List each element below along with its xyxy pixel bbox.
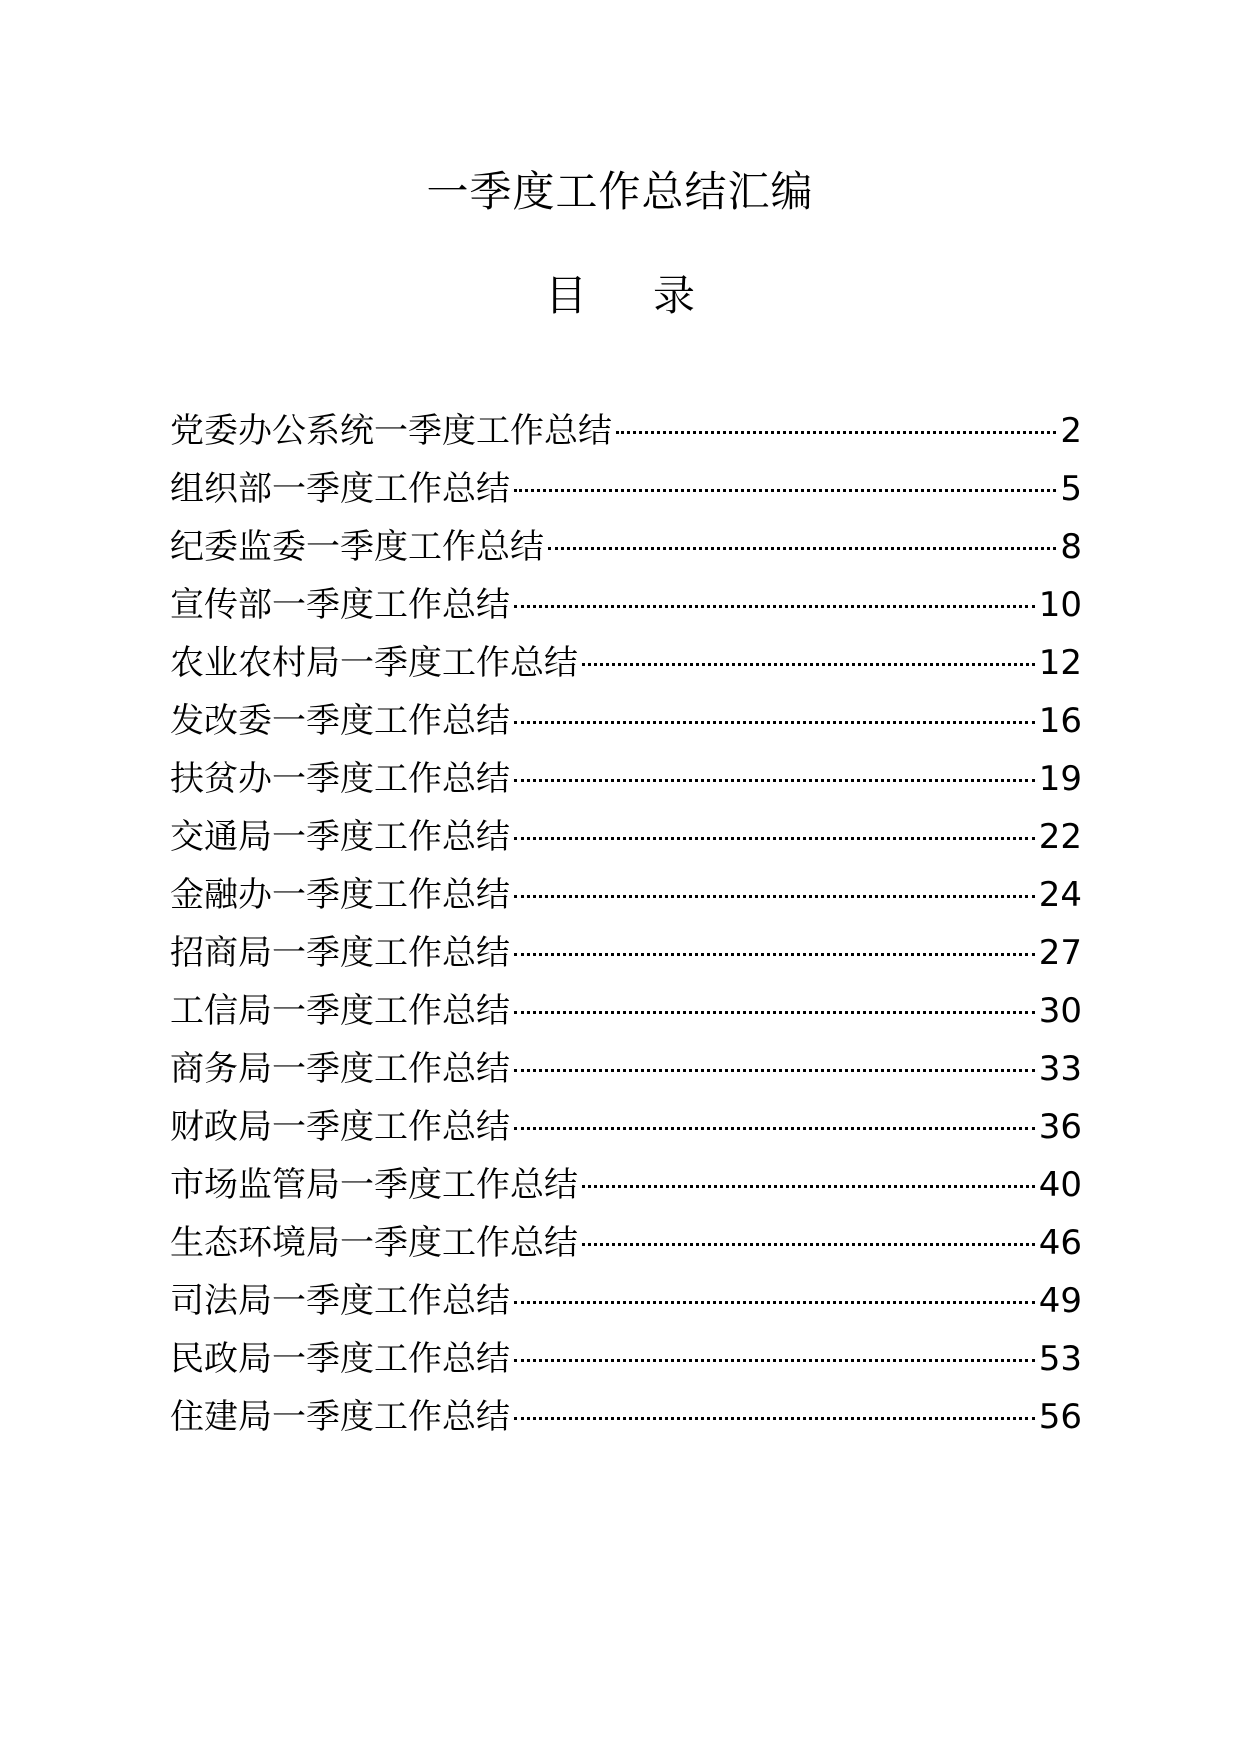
toc-entry-title: 生态环境局一季度工作总结 [170, 1223, 578, 1263]
toc-entry[interactable] [170, 862, 1082, 920]
toc-entry[interactable] [170, 630, 1082, 688]
toc-entry-page: 2 [1060, 411, 1082, 451]
toc-entry[interactable] [170, 978, 1082, 1036]
toc-entry-title: 农业农村局一季度工作总结 [170, 643, 578, 683]
toc-entry-title: 司法局一季度工作总结 [170, 1281, 510, 1321]
toc-entry[interactable] [170, 746, 1082, 804]
dot-leader [514, 1326, 1035, 1370]
toc-entry[interactable] [170, 572, 1082, 630]
toc-heading-char-1: 目 [544, 271, 587, 320]
dot-leader [514, 920, 1035, 964]
dot-leader [582, 1210, 1035, 1254]
dot-leader [582, 1152, 1035, 1196]
toc-entry[interactable] [170, 398, 1082, 456]
toc-entry[interactable] [170, 456, 1082, 514]
toc-entry-page: 16 [1038, 701, 1082, 741]
toc-entry[interactable] [170, 1384, 1082, 1442]
toc-entry[interactable] [170, 1094, 1082, 1152]
toc-entry-page: 22 [1038, 817, 1082, 857]
dot-leader [514, 746, 1035, 790]
toc-entry[interactable] [170, 1210, 1082, 1268]
toc-entry[interactable] [170, 688, 1082, 746]
toc-entry-title: 金融办一季度工作总结 [170, 875, 510, 915]
toc-entry[interactable] [170, 1326, 1082, 1384]
toc-entry-page: 40 [1038, 1165, 1082, 1205]
toc-heading-char-2: 录 [653, 271, 696, 320]
toc-entry-page: 10 [1038, 585, 1082, 625]
toc-entry[interactable] [170, 1268, 1082, 1326]
toc-entry[interactable] [170, 1152, 1082, 1210]
toc-entry-title: 党委办公系统一季度工作总结 [170, 411, 612, 451]
toc-entry-title: 纪委监委一季度工作总结 [170, 527, 544, 567]
dot-leader [514, 1036, 1035, 1080]
toc-entry[interactable] [170, 920, 1082, 978]
document-title: 一季度工作总结汇编 [426, 167, 814, 216]
dot-leader [514, 688, 1035, 732]
dot-leader [514, 862, 1035, 906]
toc-entry-page: 53 [1038, 1339, 1082, 1379]
toc-entry-title: 商务局一季度工作总结 [170, 1049, 510, 1089]
dot-leader [514, 572, 1035, 616]
toc-entry[interactable] [170, 804, 1082, 862]
toc-entry-title: 发改委一季度工作总结 [170, 701, 510, 741]
dot-leader [548, 514, 1056, 558]
dot-leader [616, 398, 1056, 442]
toc-entry-title: 宣传部一季度工作总结 [170, 585, 510, 625]
dot-leader [582, 630, 1035, 674]
table-of-contents [170, 398, 1082, 1442]
toc-entry-page: 46 [1038, 1223, 1082, 1263]
toc-entry-title: 招商局一季度工作总结 [170, 933, 510, 973]
dot-leader [514, 1094, 1035, 1138]
toc-entry-page: 8 [1060, 527, 1082, 567]
dot-leader [514, 804, 1035, 848]
toc-entry-page: 33 [1038, 1049, 1082, 1089]
toc-entry-page: 19 [1038, 759, 1082, 799]
toc-entry-title: 市场监管局一季度工作总结 [170, 1165, 578, 1205]
toc-entry-page: 36 [1038, 1107, 1082, 1147]
toc-entry-page: 49 [1038, 1281, 1082, 1321]
dot-leader [514, 1384, 1035, 1428]
toc-entry[interactable] [170, 514, 1082, 572]
toc-heading [0, 270, 1240, 322]
toc-entry-title: 组织部一季度工作总结 [170, 469, 510, 509]
toc-entry-title: 扶贫办一季度工作总结 [170, 759, 510, 799]
toc-entry-title: 财政局一季度工作总结 [170, 1107, 510, 1147]
dot-leader [514, 456, 1056, 500]
dot-leader [514, 1268, 1035, 1312]
toc-entry-page: 30 [1038, 991, 1082, 1031]
toc-entry-page: 27 [1038, 933, 1082, 973]
toc-entry-title: 民政局一季度工作总结 [170, 1339, 510, 1379]
dot-leader [514, 978, 1035, 1022]
toc-entry-page: 5 [1060, 469, 1082, 509]
toc-entry-page: 24 [1038, 875, 1082, 915]
toc-entry-page: 56 [1038, 1397, 1082, 1437]
toc-entry[interactable] [170, 1036, 1082, 1094]
toc-entry-page: 12 [1038, 643, 1082, 683]
toc-entry-title: 交通局一季度工作总结 [170, 817, 510, 857]
toc-entry-title: 工信局一季度工作总结 [170, 991, 510, 1031]
toc-entry-title: 住建局一季度工作总结 [170, 1397, 510, 1437]
